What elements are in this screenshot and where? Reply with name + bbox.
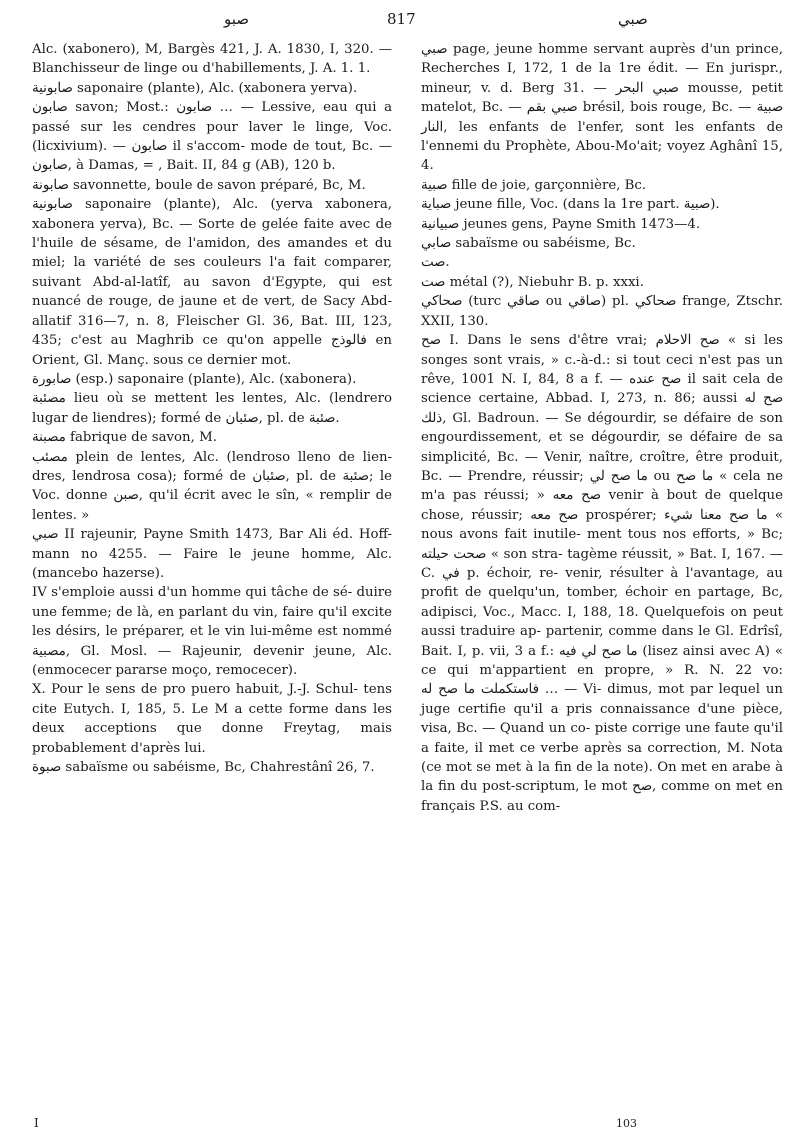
entry-paragraph: ﺻﺒﻴﺎﻧﻴﺔ jeunes gens, Payne Smith 1473—4. [421, 216, 701, 232]
entry-paragraph: ﺻﺖ métal (?), Niebuhr B. p. xxxi. [421, 274, 644, 290]
entry-paragraph: ﺻﺒﻮة sabaïsme ou sabéisme, Bc, Chahrestânî 26, 7. [32, 760, 375, 776]
entry-paragraph: ﺻﺒﺎﻳﺔ jeune fille, Voc. (dans la 1re part. ﺻﺒﻴﺔ). [421, 197, 720, 213]
entry-paragraph: ﻣﺼﺌﺒﺔ lieu où se mettent les lentes, Alc. (lendrero lugar de liendres); formé de ﺻﺌﺒﺎن, pl. de ﺻﺌﺒﺔ. [32, 391, 392, 426]
entry-paragraph: ﺻﺎﺑﻮﻧﻴﺔ saponaire (plante), Alc. (xabonera yerva). [32, 80, 358, 96]
entry-paragraph: ﻣﺼﺒﻨﺔ fabrique de savon, M. [32, 430, 217, 446]
entry-paragraph: ﺻﺎﺑﻮن savon; Most.: ﺻﺎﺑﻮن … — Lessive, eau qui a passé sur les cendres pour laver le linge, Voc. (licxivium). — ﺻﺎﺑﻮن il s'accom- mode de tout, Bc. — ﺻﺎﺑﻮن, à Damas, = , Bait. II, 84 g (AB), 120 b. [32, 100, 392, 174]
left-column [32, 40, 392, 777]
entry-paragraph: ﺻﺒﻴﺔ fille de joie, garçonnière, Bc. [421, 177, 647, 193]
entry-paragraph: ﺻﺤﺎﻛﻲ (turc ﺻﺎﻗﻲ ou ﺻﺎﻗﻲ) pl. ﺻﺤﺎﻛﻲ frange, Ztschr. XXII, 130. [421, 294, 783, 329]
entry-paragraph: IV s'emploie aussi d'un homme qui tâche de sé- duire une femme; de là, en parlant du vin, faire qu'il excite les désirs, le préparer, et le vin lui-même est nommé ﻣﺼﺒﻴﺔ, Gl. Mosl. — Rajeunir, devenir jeune, Alc. (enmocecer pararse moço, remocecer). [32, 585, 392, 678]
page-number: 817 [387, 10, 416, 28]
entry-paragraph: ﻣﺼﺌﺐ plein de lentes, Alc. (lendroso lleno de lien- dres, lendrosa cosa); formé de ﺻﺌﺒﺎن, pl. de ﺻﺌﺒﺔ; le Voc. donne ﺻﺒﻦ, qu'il écrit avec le sîn, « remplir de lentes. » [32, 449, 393, 523]
entry-paragraph: ﺻﺎﺑﻮﻧﺔ savonnette, boule de savon préparé, Bc, M. [32, 177, 366, 193]
right-column [421, 40, 783, 816]
entry-paragraph: ﺻﺢ I. Dans le sens d'être vrai; ﺻﺢ اﻻﺣﻼم « si les songes sont vrais, » c.-à-d.: si tout ceci n'est pas un rêve, 1001 N. I, 84, 8 a f. — ﺻﺢ ﻋﻨﺪه il sait cela de science certaine, Abbad. I, 273, n. 86; aussi ﺻﺢ ﻟﻪ ذﻟﻚ, Gl. Badroun. — Se dégourdir, se défaire de son engourdissement, et se dégourdir, se défaire de sa simplicité, Bc. — Venir, naître, croître, être produit, Bc. — Prendre, réussir; ﻣﺎ ﺻﺢ ﻟﻲ ou ﻣﺎ ﺻﺢ « cela ne m'a pas réussi; » ﺻﺢ ﻣﻌﻪ venir à bout de quelque chose, réussir; ﺻﺢ ﻣﻌﻪ prospérer; ﻣﺎ ﺻﺢ ﻣﻌﻨﺎ ﺷﻲء « nous avons fait inutile- ment tous nos efforts, » Bc; ﺻﺤﺖ ﺣﻴﻠﺘﻪ « son stra- tagème réussit, » Bat. I, 167. — C. ﻓﻲ p. échoir, re- venir, résulter à l'avantage, au profit de quelqu'un, tomber, échoir en partage, Bc, adipisci, Voc., Macc. I, 188, 18. Quelquefois on peut aussi traduire ap- partenir, comme dans le Gl. Edrîsî, Bait. I, p. vii, 3 a f.: ﻣﺎ ﺻﺢ ﻟﻲ ﻓﻴﻪ (lisez ainsi avec A) « ce qui m'appartient en propre, » R. N. 22 vo: ﻓﺎﺳﺘﻜﻤﻠﺖ ﻣﺎ ﺻﺢ ﻟﻪ … — Vi- dimus, mot par lequel un juge certifie qu'il a pris connaissance d'une pièce, visa, Bc. — Quand un co- piste corrige une faute qu'il a faite, il met ce verbe après sa correction, M. Nota (ce mot se met à la fin de la note). On met en arabe à la fin du post-scriptum, le mot ﺻﺢ, comme on met en français P.S. au com- [421, 333, 784, 814]
entry-paragraph: ﺻﺖ. [421, 255, 450, 271]
signature-mark: I [34, 1116, 39, 1130]
entry-paragraph: ﺻﺎﺑﻮرة (esp.) saponaire (plante), Alc. (xabonera). [32, 371, 357, 387]
entry-paragraph: ﺻﺎﺑﻮﻧﻴﺔ saponaire (plante), Alc. (yerva xabonera, xabonera yerva), Bc. — Sorte de gelée faite avec de l'huile de sésame, de l'amidon, des amandes et du miel; la variété de ses couleurs l'a fait comparer, suivant Abd-al-latîf, au savon d'Egypte, qui est nuancé de rouge, de jaune et de vert, de Sacy Abd-allatif 316—7, n. 8, Fleischer Gl. 36, Bat. III, 123, 435; c'est au Maghrib ce qu'on appelle ﻓﺎﻟﻮذج en Orient, Gl. Manç. sous ce dernier mot. [32, 197, 392, 368]
entry-paragraph: ﺻﺎﺑﻲ sabaïsme ou sabéisme, Bc. [421, 236, 636, 252]
entry-paragraph: Alc. (xabonero), M, Bargès 421, J. A. 1830, I, 320. — Blanchisseur de linge ou d'habillements, J. A. 1. 1. [32, 42, 392, 77]
entry-paragraph: ﺻﺒﻲ II rajeunir, Payne Smith 1473, Bar Ali éd. Hoff- mann no 4255. — Faire le jeune homme, Alc. (mancebo hazerse). [32, 527, 392, 581]
entry-paragraph: X. Pour le sens de pro puero habuit, J.-J. Schul- tens cite Eutych. I, 185, 5. Le M a cette forme dans les deux acceptions que donne Freytag, mais probablement d'après lui. [32, 682, 392, 756]
running-head-left: ﺻﺒﻮ [224, 10, 250, 28]
sheet-number: 103 [616, 1117, 637, 1130]
running-head-right: ﺻﺒﻲ [618, 10, 648, 28]
entry-paragraph: ﺻﺒﻲ page, jeune homme servant auprès d'un prince, Recherches I, 172, 1 de la 1re édit. — En jurispr., mineur, v. d. Berg 31. — ﺻﺒﻲ اﻟﺒﺤﺮ mousse, petit matelot, Bc. — ﺻﺒﻲ ﺑﻘﻢ brésil, bois rouge, Bc. — ﺻﺒﻴﺔ اﻟﻨﺎر, les enfants de l'enfer, sont les enfants de l'ennemi du Prophète, Abou-Mo'ait; voyez Aghânî 15, 4. [421, 42, 784, 174]
